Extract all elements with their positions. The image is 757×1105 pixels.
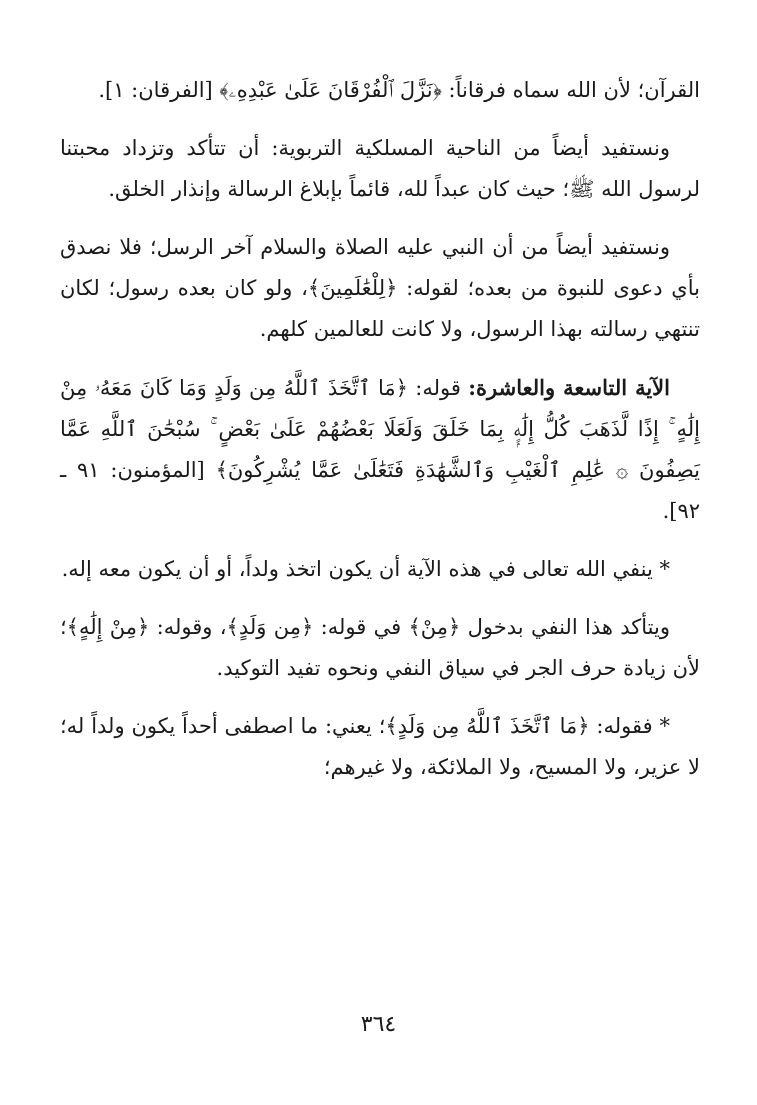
paragraph-text: ويتأكد هذا النفي بدخول ﴿مِنْ﴾ في قوله: ﴿مِن وَلَدٍ﴾، وقوله: ﴿مِنْ إِلَٰهٍ﴾؛ لأن زيادة حرف الجر في سياق النفي ونحوه تفيد التوكيد. [60,615,700,680]
paragraph-text: * ينفي الله تعالى في هذه الآية أن يكون اتخذ ولداً، أو أن يكون معه إله. [61,557,670,581]
paragraph-emphasis [60,607,700,689]
paragraph-last-messenger [60,227,700,350]
paragraph-text: قوله: ﴿مَا ٱتَّخَذَ ٱللَّهُ مِن وَلَدٍ وَمَا كَانَ مَعَهُۥ مِنْ إِلَٰهٍ ۚ إِذًا لَّذَهَبَ كُلُّ إِلَٰهٍۭ بِمَا خَلَقَ وَلَعَلَا بَعْضُهُمْ عَلَىٰ بَعْضٍ ۚ سُبْحَٰنَ ٱللَّهِ عَمَّا يَصِفُونَ ۞ عَٰلِمِ ٱلْغَيْبِ وَٱلشَّهَٰدَةِ فَتَعَٰلَىٰ عَمَّا يُشْرِكُونَ﴾ [المؤمنون: ٩١ ـ ٩٢]. [60,376,701,523]
paragraph-text: القرآن؛ لأن الله سماه فرقاناً: ﴿نَزَّلَ ٱلْفُرْقَانَ عَلَىٰ عَبْدِهِۦ﴾ [الفرقان: ١]. [98,78,700,102]
page-number: ٣٦٤ [360,1012,397,1037]
paragraph-no-son [60,706,700,788]
paragraph-text: ونستفيد أيضاً من أن النبي عليه الصلاة والسلام آخر الرسل؛ فلا نصدق بأي دعوى للنبوة من بعده؛ لقوله: ﴿لِلْعَٰلَمِينَ﴾، ولو كان بعده رسول؛ لكان تنتهي رسالته بهذا الرسول، ولا كانت للعالمين كلهم. [60,235,700,341]
paragraph-ninth-tenth-verse [60,367,700,532]
page-body [60,70,700,1030]
paragraph-negation [60,549,700,590]
paragraph-quran-furqan [60,70,700,111]
paragraph-text: * فقوله: ﴿مَا ٱتَّخَذَ ٱللَّهُ مِن وَلَدٍ﴾؛ يعني: ما اصطفى أحداً يكون ولداً له؛ لا عزير، ولا المسيح، ولا الملائكة، ولا غيرهم؛ [60,714,700,779]
section-heading: الآية التاسعة والعاشرة: [468,375,670,400]
paragraph-text: ونستفيد أيضاً من الناحية المسلكية التربوية: أن تتأكد وتزداد محبتنا لرسول الله ﷺ؛ حيث كان عبداً لله، قائماً بإبلاغ الرسالة وإنذار الخلق. [60,136,700,201]
paragraph-love-of-messenger [60,128,700,210]
